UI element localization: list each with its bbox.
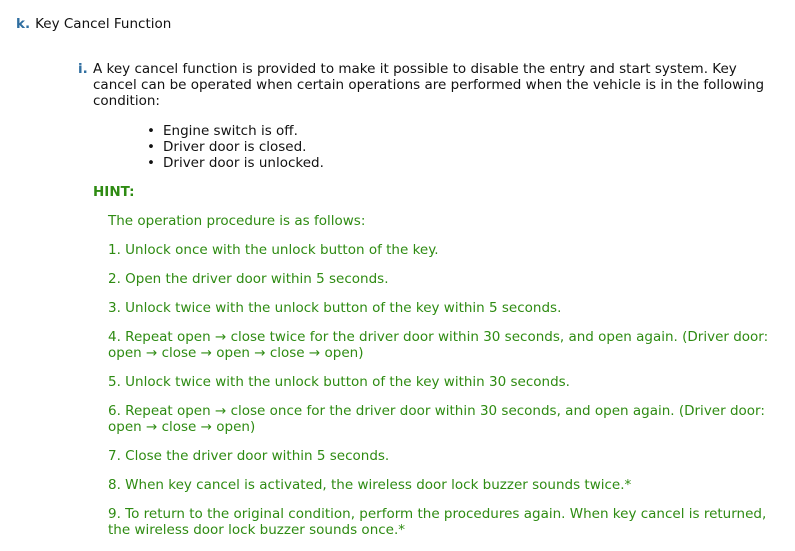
item-letter: i. [78,61,88,77]
bullet-icon: • [147,155,155,171]
hint-title: HINT: [93,184,135,200]
procedure-step: 6. Repeat open → close once for the driver door within 30 seconds, and open again. (Driver door: open → close → open) [108,403,765,435]
procedure-step: 9. To return to the original condition, perform the procedures again. When key cancel is returned, the wireless door lock buzzer sounds once.* [108,506,767,538]
list-item: • Driver door is unlocked. [147,155,324,171]
procedure-step: 7. Close the driver door within 5 seconds. [108,448,390,464]
bullet-icon: • [147,139,155,155]
bullet-icon: • [147,123,155,139]
procedure-step: 1. Unlock once with the unlock button of the key. [108,242,439,258]
list-item: • Driver door is closed. [147,139,307,155]
hint-body [108,213,773,551]
item-paragraph [78,61,768,109]
procedure-step: 8. When key cancel is activated, the wireless door lock buzzer sounds twice.* [108,477,632,493]
list-item: • Engine switch is off. [147,123,298,139]
procedure-step: 3. Unlock twice with the unlock button of the key within 5 seconds. [108,300,562,316]
section-letter: k. [16,16,31,32]
procedure-step: 4. Repeat open → close twice for the driver door within 30 seconds, and open again. (Driver door: open → close → open → close → open) [108,329,769,361]
hint-intro: The operation procedure is as follows: [108,213,366,229]
section-title: Key Cancel Function [35,16,172,32]
conditions-list [145,123,324,171]
item-text: A key cancel function is provided to make it possible to disable the entry and start system. Key cancel can be operated when certain operations are performed when the vehicle is in the following condition: [93,61,765,109]
procedure-step: 5. Unlock twice with the unlock button of the key within 30 seconds. [108,374,570,390]
section-heading [16,15,171,33]
procedure-step: 2. Open the driver door within 5 seconds. [108,271,389,287]
